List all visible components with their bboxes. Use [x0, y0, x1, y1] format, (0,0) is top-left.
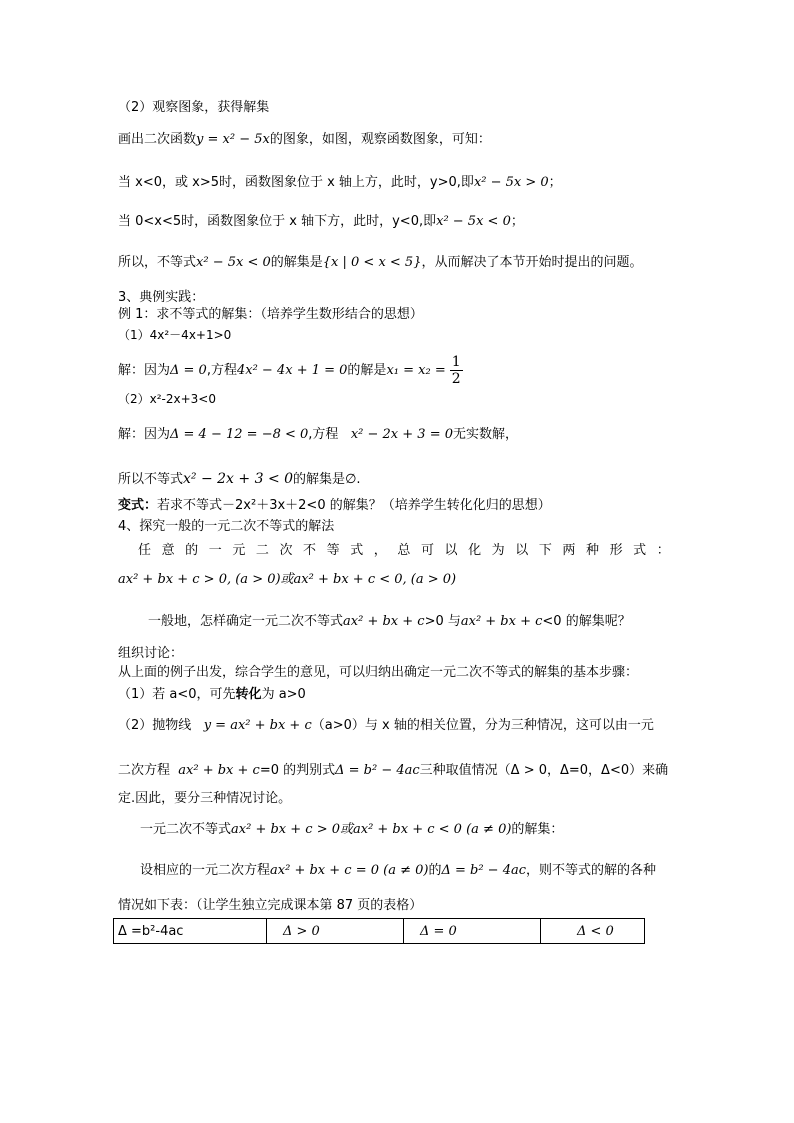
spread-char: 总: [397, 543, 411, 558]
solution-sets-line: 一元二次不等式ax² + bx + c > 0或ax² + bx + c < 0 (a ≠ 0)的解集：: [140, 822, 564, 837]
spread-char: ，: [373, 543, 387, 558]
example1-title: 例 1：求不等式的解集：（培养学生数形结合的思想）: [118, 307, 423, 322]
spread-char: 以: [515, 543, 529, 558]
example1-part1: （1）4x²－4x+1>0: [118, 328, 232, 342]
table-header-row: [114, 919, 645, 944]
step-conclusion: 定.因此，要分三种情况讨论。: [118, 791, 292, 806]
spread-char: 一: [208, 543, 222, 558]
discriminant-cases-table: [113, 918, 645, 944]
spread-char: 化: [468, 543, 482, 558]
any-quadratic-line: [138, 542, 670, 560]
spread-char: 二: [255, 543, 269, 558]
spread-char: 两: [562, 543, 576, 558]
discuss-intro: 从上面的例子出发，综合学生的意见，可以归纳出确定一元二次不等式的解集的基本步骤：: [118, 665, 639, 680]
table-header-discriminant: Δ =b²-4ac: [114, 919, 267, 944]
solution-set: {x | 0 < x < 5}: [322, 255, 422, 270]
spread-char: 式: [350, 543, 364, 558]
general-question: 一般地，怎样确定一元二次不等式ax² + bx + c>0 与ax² + bx + c<0 的解集呢？: [148, 614, 631, 629]
table-intro: 情况如下表：（让学生独立完成课本第 87 页的表格）: [118, 898, 423, 913]
case-below-axis: 当 0<x<5时，函数图象位于 x 轴下方，此时，y<0,即x² − 5x < 0；: [118, 214, 524, 229]
spread-char: 意: [161, 543, 175, 558]
example1-part2: （2）x²-2x+3<0: [118, 392, 216, 406]
step-discriminant: 二次方程 ax² + bx + c=0 的判别式Δ = b² − 4ac三种取值情况（Δ > 0，Δ=0，Δ<0）来确: [118, 763, 669, 778]
fraction-one-half: $\frac{1}{2}$: [451, 354, 461, 387]
table-header-positive: Δ > 0: [267, 919, 404, 944]
function-expression: y = x² − 5x: [196, 132, 270, 147]
spread-char: 可: [420, 543, 434, 558]
example1-solution: 解：因为Δ = 0,方程4x² − 4x + 1 = 0的解是x₁ = x₂ = $\frac{1}{2}$: [118, 354, 461, 387]
case-above-axis: 当 x<0，或 x>5时，函数图象位于 x 轴上方，此时，y>0,即x² − 5x > 0；: [118, 175, 562, 190]
step-parabola: （2）抛物线 y = ax² + bx + c（a>0）与 x 轴的相关位置，分为三种情况，这可以由一元: [118, 718, 654, 733]
spread-char: 式: [633, 543, 647, 558]
step2-heading: （2）观察图象，获得解集: [118, 100, 270, 115]
graph-intro: 画出二次函数y = x² − 5x的图象，如图，观察函数图象，可知：: [118, 132, 491, 147]
spread-char: 元: [232, 543, 246, 558]
spread-char: 等: [326, 543, 340, 558]
spread-char: 次: [279, 543, 293, 558]
table-header-negative: Δ < 0: [541, 919, 645, 944]
spread-char: 下: [538, 543, 552, 558]
example2-solution: 解：因为Δ = 4 − 12 = −8 < 0,方程 x² − 2x + 3 = 0无实数解，: [118, 427, 519, 442]
section3-title: 3、典例实践：: [118, 290, 205, 305]
spread-char: ：: [656, 543, 670, 558]
spread-char: 不: [303, 543, 317, 558]
example2-conclusion: 所以不等式x² − 2x + 3 < 0的解集是∅.: [118, 471, 361, 487]
conclusion-line: 所以，不等式x² − 5x < 0的解集是{x | 0 < x < 5}，从而解决了本节开始时提出的问题。: [118, 255, 643, 270]
spread-char: 以: [444, 543, 458, 558]
empty-set-symbol: ∅: [345, 472, 357, 487]
setup-line: 设相应的一元二次方程ax² + bx + c = 0 (a ≠ 0)的Δ = b² − 4ac，则不等式的解的各种: [140, 863, 657, 878]
section4-title: 4、探究一般的一元二次不等式的解法: [118, 519, 335, 534]
spread-char: 任: [138, 543, 152, 558]
spread-char: 为: [491, 543, 505, 558]
discuss-title: 组织讨论：: [118, 646, 184, 661]
spread-char: 种: [585, 543, 599, 558]
variant-question: 变式：若求不等式－2x²＋3x＋2<0 的解集？（培养学生转化化归的思想）: [118, 498, 551, 513]
spread-char: 形: [609, 543, 623, 558]
two-forms: ax² + bx + c > 0, (a > 0)或ax² + bx + c < 0, (a > 0): [118, 572, 457, 587]
step-convert: （1）若 a<0，可先转化为 a>0: [118, 687, 306, 702]
spread-char: 的: [185, 543, 199, 558]
table-header-zero: Δ = 0: [404, 919, 541, 944]
